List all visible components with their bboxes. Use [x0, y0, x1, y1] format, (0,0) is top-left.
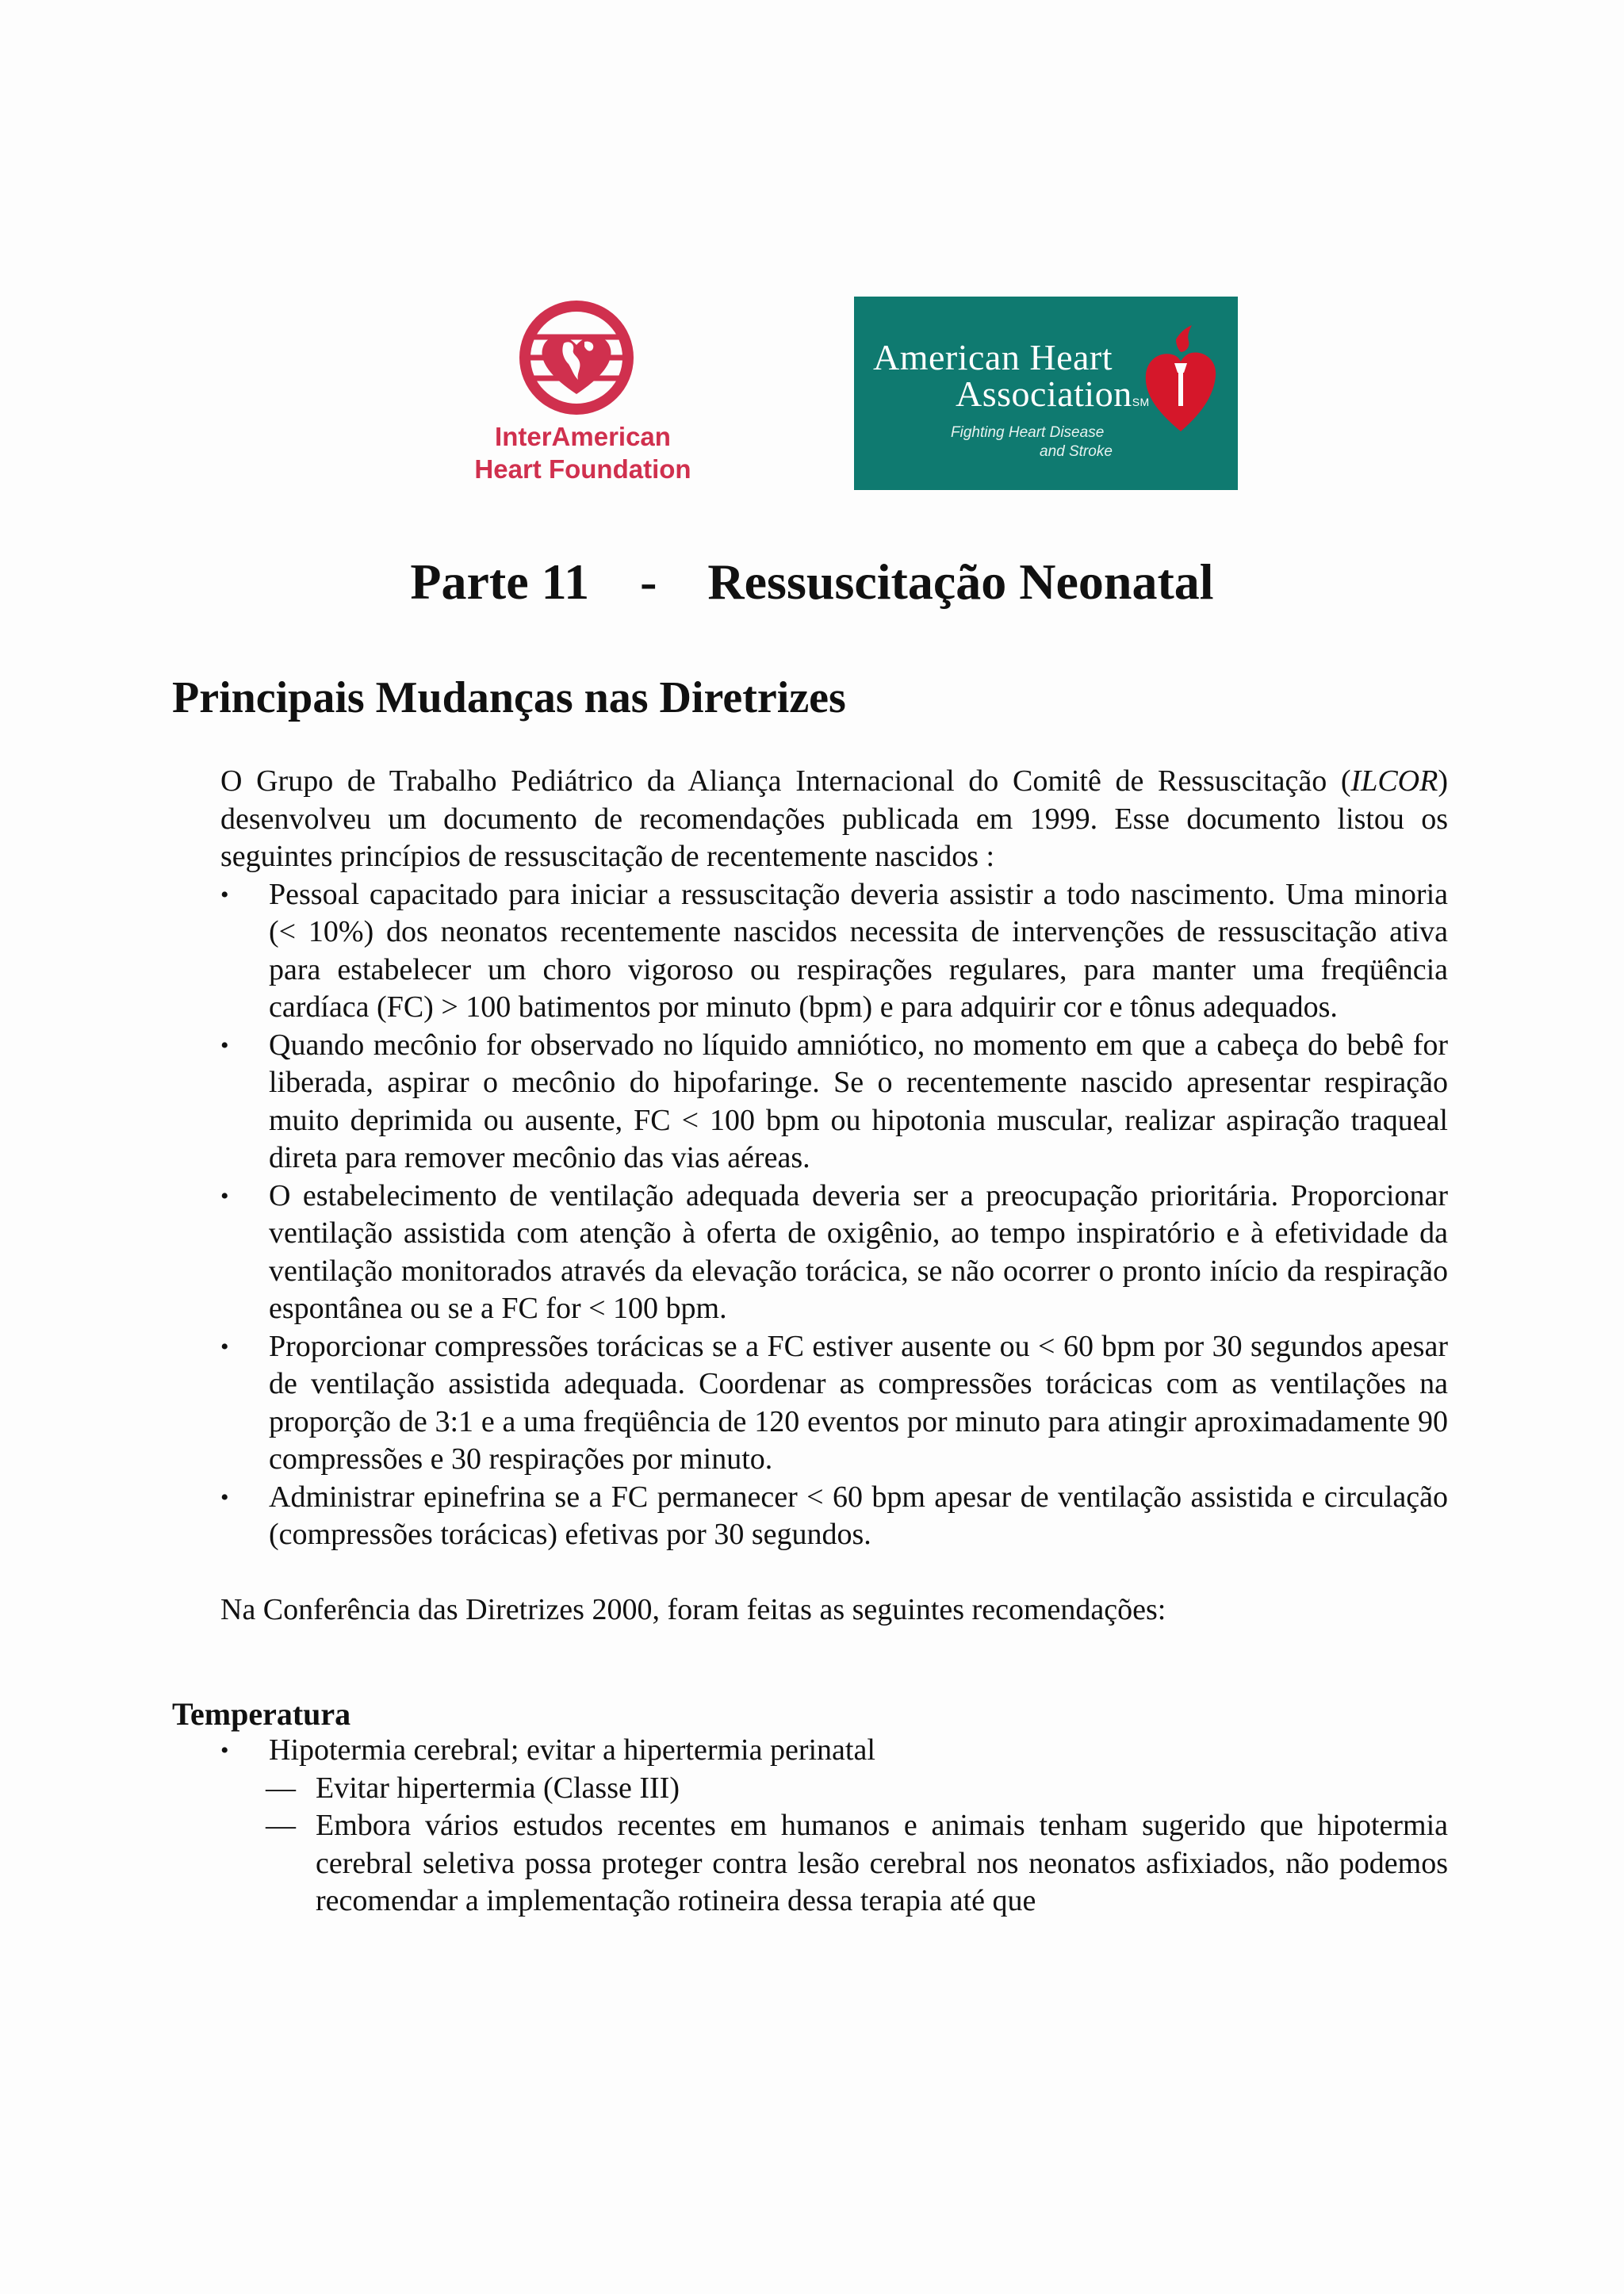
sub-list-item-text: Embora vários estudos recentes em humanos e animais tenham sugerido que hipotermia cerebral seletiva possa proteger contra lesão cerebral nos neonatos asfixiados, não podemos recomendar a implementação rotineira dessa terapia até que — [316, 1809, 1448, 1917]
list-item — [220, 1178, 1448, 1328]
bullet-icon: • — [220, 1032, 229, 1059]
list-item-text: Hipotermia cerebral; evitar a hipertermia perinatal — [269, 1733, 875, 1767]
dash-icon: — — [266, 1809, 296, 1842]
conference-paragraph: Na Conferência das Diretrizes 2000, foram feitas as seguintes recomendações: — [220, 1592, 1166, 1626]
intro-paragraph — [220, 763, 1448, 876]
list-item-text: Administrar epinefrina se a FC permanecer < 60 bpm apesar de ventilação assistida e circulação (compressões torácicas) efetivas por 30 segundos. — [269, 1480, 1448, 1551]
principles-list — [220, 876, 1448, 1554]
list-item-text: Proporcionar compressões torácicas se a FC estiver ausente ou < 60 bpm por 30 segundos apesar de ventilação assistida adequada. Coordenar as compressões torácicas com as ventilações na proporção de 3:1 e a uma freqüência de 120 eventos por minuto para atingir aproximadamente 90 compressões e 30 respirações por minuto. — [269, 1329, 1448, 1476]
list-item — [220, 876, 1448, 1027]
interamerican-heart-foundation-logo — [464, 297, 702, 496]
body-text — [220, 763, 1448, 1629]
list-item — [220, 1479, 1448, 1554]
section-heading: Principais Mudanças nas Diretrizes — [172, 673, 846, 722]
bullet-icon: • — [220, 1484, 229, 1511]
aha-service-mark: SM — [1132, 396, 1150, 408]
list-item — [220, 1732, 1448, 1770]
bullet-icon: • — [220, 1737, 229, 1764]
sub-list-item-text: Evitar hipertermia (Classe III) — [316, 1771, 680, 1805]
aha-name-line1: American Heart — [873, 337, 1113, 377]
bullet-icon: • — [220, 1182, 229, 1209]
aha-name-line2: Association — [956, 373, 1132, 414]
ilcor-abbreviation: ILCOR — [1350, 764, 1438, 798]
bullet-icon: • — [220, 881, 229, 908]
list-item-text: O estabelecimento de ventilação adequada deveria ser a preocupação prioritária. Proporcionar ventilação assistida com atenção à oferta de oxigênio, ao tempo inspiratório e à efetividade da ventilação monitorados através da elevação torácica, se não ocorrer o pronto início da respiração espontânea ou se a FC for < 100 bpm. — [269, 1178, 1448, 1325]
heart-torch-icon — [1141, 324, 1220, 435]
bullet-icon: • — [220, 1333, 229, 1360]
aha-tagline-line1: Fighting Heart Disease — [951, 424, 1105, 441]
american-heart-association-logo — [854, 297, 1238, 490]
iahf-name-line1: InterAmerican — [495, 422, 671, 451]
sub-list-item — [220, 1807, 1448, 1921]
iahf-name-line2: Heart Foundation — [474, 454, 691, 484]
intro-text-end: ) desenvolveu um documento de recomendações publicada em 1999. Esse documento listou os seguintes princípios de ressuscitação de recentemente nascidos : — [220, 764, 1448, 873]
aha-tagline-line2: and Stroke — [1040, 443, 1113, 460]
temperature-list — [220, 1732, 1448, 1921]
sub-list-item — [220, 1770, 1448, 1808]
page-title: Parte 11 - Ressuscitação Neonatal — [410, 553, 1214, 610]
dash-icon: — — [266, 1771, 296, 1805]
intro-text-start: O Grupo de Trabalho Pediátrico da Aliança Internacional do Comitê de Ressuscitação ( — [220, 764, 1351, 798]
temperature-heading: Temperatura — [172, 1696, 351, 1732]
list-item — [220, 1027, 1448, 1178]
globe-heart-icon — [516, 297, 637, 418]
list-item-text: Pessoal capacitado para iniciar a ressuscitação deveria assistir a todo nascimento. Uma minoria (< 10%) dos neonatos recentemente nascidos necessita de intervenções de ressuscitação ativa para estabelecer um choro vigoroso ou respirações regulares, para manter uma freqüência cardíaca (FC) > 100 batimentos por minuto (bpm) e para adquirir cor e tônus adequados. — [269, 877, 1448, 1024]
list-item — [220, 1328, 1448, 1479]
list-item-text: Quando mecônio for observado no líquido amniótico, no momento em que a cabeça do bebê for liberada, aspirar o mecônio do hipofaringe. Se o recentemente nascido apresentar respiração muito deprimida ou ausente, FC < 100 bpm ou hipotonia muscular, realizar aspiração traqueal direta para remover mecônio das vias aéreas. — [269, 1028, 1448, 1174]
